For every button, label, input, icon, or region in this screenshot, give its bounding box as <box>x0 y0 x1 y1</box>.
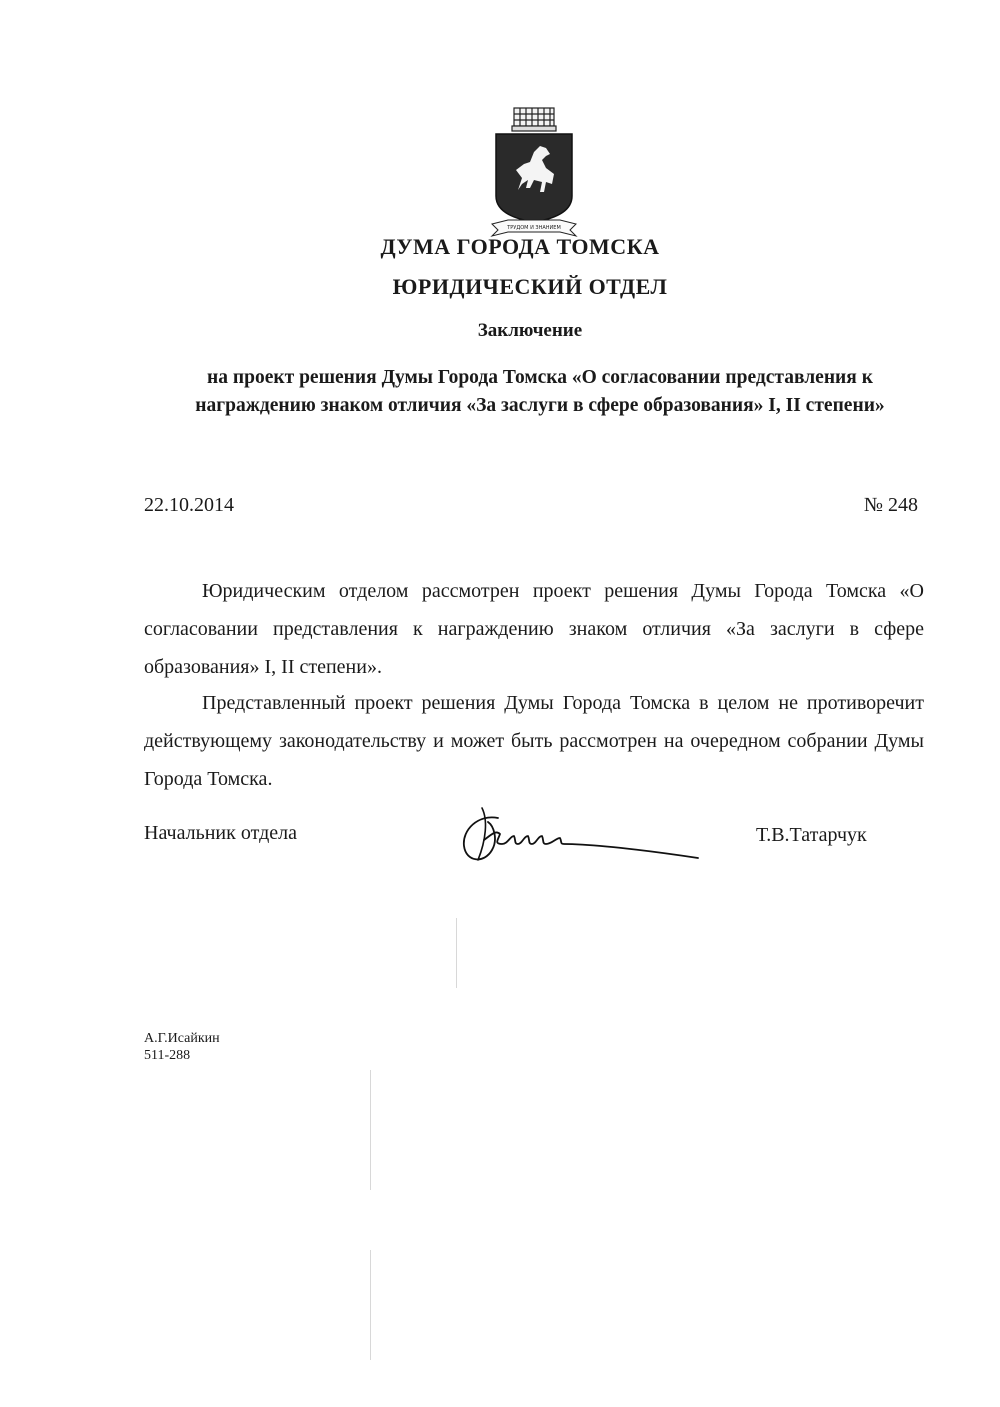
emblem-ribbon-text: ТРУДОМ И ЗНАНИЕМ <box>507 225 561 231</box>
body-paragraph-1: Юридическим отделом рассмотрен проект решения Думы Города Томска «О согласовании представления к награждению знаком отличия «За заслуги в сфере образования» I, II степени». <box>144 580 924 678</box>
signatory-role: Начальник отдела <box>144 822 297 844</box>
executor-name: А.Г.Исайкин <box>144 1031 220 1046</box>
handwritten-signature-icon <box>458 800 708 880</box>
signatory-name: Т.В.Татарчук <box>756 824 867 846</box>
organization-name: ДУМА ГОРОДА ТОМСКА <box>380 234 660 259</box>
document-subject: на проект решения Думы Города Томска «О согласовании представления к награждению знаком отличия «За заслуги в сфере образования» I, II степени» <box>195 367 885 416</box>
scan-artifact <box>370 1070 371 1190</box>
document-date: 22.10.2014 <box>144 494 234 516</box>
document-number: № 248 <box>863 494 918 516</box>
scan-artifact <box>456 918 457 988</box>
tomsk-coat-of-arms-icon <box>488 104 580 240</box>
body-paragraph-2: Представленный проект решения Думы Города Томска в целом не противоречит действующему законодательству и может быть рассмотрен на очередном собрании Думы Города Томска. <box>144 692 924 790</box>
document-type: Заключение <box>477 320 583 341</box>
executor-block <box>144 1030 220 1064</box>
executor-phone: 511-288 <box>144 1048 191 1063</box>
scan-artifact <box>370 1250 371 1360</box>
department-name: ЮРИДИЧЕСКИЙ ОТДЕЛ <box>392 274 668 299</box>
